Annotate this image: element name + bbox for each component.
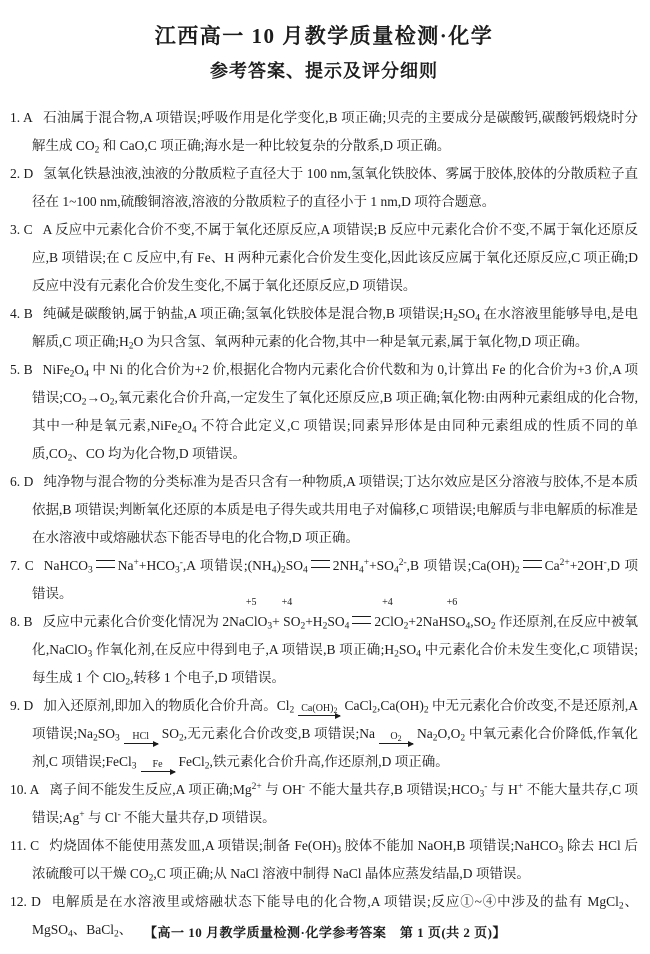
answer-item	[10, 468, 638, 552]
answer-item	[10, 104, 638, 160]
page-footer: 【高一 10 月教学质量检测·化学参考答案 第 1 页(共 2 页)】	[144, 925, 506, 940]
answer-explanation: 电解质是在水溶液里或熔融状态下能导电的化合物,A 项错误;反应①~④中涉及的盐有 MgCl$_2$、MgSO$_4$、BaCl$_2$、	[32, 894, 639, 940]
answer-explanation: 加入还原剂,即加入的物质化合价升高。$Cl_2$ $Ca(OH)_2$ $CaCl_2,Ca(OH)_2$ 中无元素化合价改变,不是还原剂,A 项错误$;Na_2SO_3$ HCl $SO_2$,无元素化合价改变,B 项错误;Na $O_2$ $Na_2O,O_2$ 中氧元素化合价降低,作氧化剂,C 项错误;FeCl$_3$ Fe FeCl$_2$,铁元素化合价升高,作还原剂,D 项正确。	[32, 698, 639, 772]
answer-item	[10, 832, 638, 888]
answer-number: 9. D	[10, 698, 34, 713]
answer-number: 6. D	[10, 474, 34, 489]
double-equals-icon	[96, 560, 115, 568]
answer-number: 10. A	[10, 782, 40, 797]
reaction-arrow-icon: $O_2$	[379, 732, 413, 744]
reaction-arrow-icon: Fe	[141, 760, 175, 772]
answer-number: 12. D	[10, 894, 41, 909]
answer-explanation: 纯净物与混合物的分类标准为是否只含有一种物质,A 项错误;丁达尔效应是区分溶液与胶体,不是本质依据,B 项错误;判断氧化还原的本质是电子得失或共用电子对偏移,C 项错误;电解质与非电解质的标准是在水溶液中或熔融状态下能否导电的化合物,D 项正确。	[32, 474, 639, 545]
answer-item	[10, 356, 638, 468]
reaction-arrow-icon: HCl	[124, 732, 158, 744]
double-equals-icon	[311, 560, 330, 568]
oxidation-state: +4 S	[281, 597, 293, 629]
answer-number: 2. D	[10, 166, 34, 181]
answer-item	[10, 216, 638, 300]
answer-number: 11. C	[10, 838, 40, 853]
double-equals-icon	[352, 616, 371, 624]
page-title: 江西高一 10 月教学质量检测·化学	[154, 24, 494, 48]
oxidation-state: +5 Cl	[244, 597, 258, 629]
answer-item	[10, 692, 638, 776]
answer-explanation: 纯碱是碳酸钠,属于钠盐,A 项正确;氢氧化铁胶体是混合物,B 项错误$;H_2SO_4$ 在水溶液里能够导电,是电解质,C 项正确$;H_2O$ 为只含氢、氧两种元素的化合物,其中一种是氧元素,属于氧化物,D 项正确。	[32, 306, 639, 352]
answers-list	[10, 104, 638, 944]
answer-explanation: 反应中元素化合价变化情况为 2Na +5 ClO$_3$+ +4 $SO_2+H_2SO_4$ 2 +4 ClO$_2$+2NaH +6 $SO_4,SO_2$ 作还原剂,在反应中被氧化,NaClO$_3$ 作氧化剂,在反应中得到电子,A 项错误,B 项正确$;H_2SO_4$ 中元素化合价未发生变化,C 项错误;每生成 1 个 ClO$_2$,转移 1 个电子,D 项错误。	[32, 597, 639, 688]
answer-number: 3. C	[10, 222, 33, 237]
answer-item	[10, 552, 638, 608]
answer-number: 1. A	[10, 110, 33, 125]
answer-number: 5. B	[10, 362, 33, 377]
answer-explanation: 离子间不能发生反应,A 项正确$;Mg^{2+}$ 与 OH- 不能大量共存,B 项错误$;HCO_3^-$ 与 H+ 不能大量共存,C 项错误;Ag+ 与 Cl- 不能大量共存,D 项错误。	[32, 781, 638, 825]
answer-item	[10, 776, 638, 832]
oxidation-state: +6 S	[446, 597, 458, 629]
answer-explanation: 石油属于混合物,A 项错误;呼吸作用是化学变化,B 项正确;贝壳的主要成分是碳酸钙,碳酸钙煅烧时分解生成 $CO_2$ 和 CaO,C 项正确;海水是一种比较复杂的分散系,D 项正确。	[32, 110, 638, 156]
answer-number: 8. B	[10, 614, 33, 629]
answer-explanation: 氢氧化铁悬浊液,浊液的分散质粒子直径大于 100 nm,氢氧化铁胶体、雾属于胶体,胶体的分散质粒子直径在 1~100 nm,硫酸铜溶液,溶液的分散质粒子的直径小于 1 nm,D 项符合题意。	[32, 166, 639, 209]
answer-item	[10, 300, 638, 356]
oxidation-state: +4 Cl	[381, 597, 394, 629]
page-subtitle: 参考答案、提示及评分细则	[210, 61, 438, 81]
answer-number: 4. B	[10, 306, 33, 321]
reaction-arrow-icon: $Ca(OH)_2$	[298, 704, 340, 716]
double-equals-icon	[523, 560, 542, 568]
answer-explanation: A 反应中元素化合价不变,不属于氧化还原反应,A 项错误;B 反应中元素化合价不变,不属于氧化还原反应,B 项错误;在 C 反应中,有 Fe、H 两种元素化合价发生变化,因此该反应属于氧化还原反应,C 项正确;D 反应中没有元素化合价发生变化,不属于氧化还原反应,D 项错误。	[32, 222, 638, 293]
answer-explanation: $NiFe_2O_4$ 中 Ni 的化合价为+2 价,根据化合物内元素化合价代数和为 0,计算出 Fe 的化合价为+3 价,A 项错误$;CO_2\to O_2$,氧元素化合价升高,一定发生了氧化还原反应,B 项正确;氧化物:由两种元素组成的化合物,其中一种是氧元素$,NiFe_2O_4$ 不符合此定义,C 项错误;同素异形体是由同种元素组成的性质不同的单质$,CO_2$、CO 均为化合物,D 项错误。	[32, 362, 639, 464]
answer-explanation: NaHCO$_3$ $Na^++HCO_3^-,A$ 项错误$;(NH_4)_2SO_4$ $2NH_4^++SO_4^{2-},B$ 项错误$;Ca(OH)_2$ $Ca^{2+}+2OH^-,D$ 项错误。	[32, 557, 639, 601]
answer-number: 7. C	[10, 558, 34, 573]
answer-item	[10, 597, 639, 692]
answer-item	[10, 160, 638, 216]
answer-explanation: 灼烧固体不能使用蒸发皿,A 项错误;制备 $Fe(OH)_3$ 胶体不能加 NaOH,B 项错误;NaHCO$_3$ 除去 HCl 后浓硫酸可以干燥 $CO_2,C$ 项正确;从 NaCl 溶液中制得 NaCl 晶体应蒸发结晶,D 项错误。	[32, 838, 638, 884]
